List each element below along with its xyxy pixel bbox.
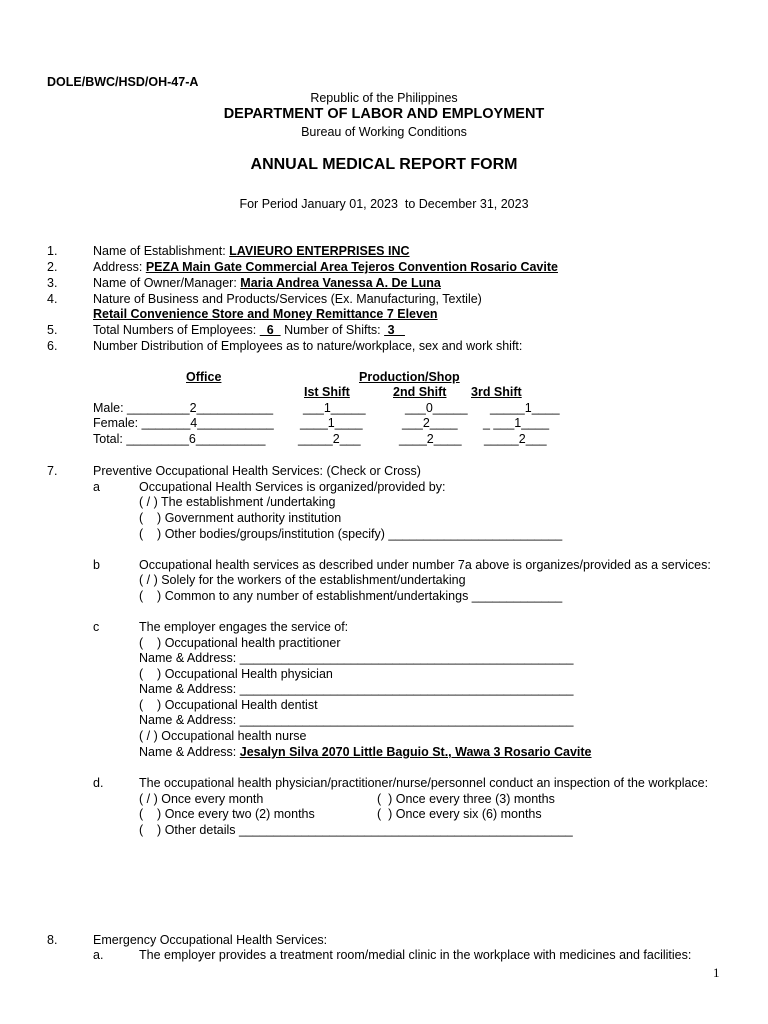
shifts-label: Number of Shifts: <box>284 323 385 337</box>
section7a-option2: ( ) Government authority institution <box>139 511 342 525</box>
employees-line <box>93 323 405 338</box>
total-shift2: ____2____ <box>399 432 462 446</box>
owner-value: Maria Andrea Vanessa A. De Luna <box>240 276 441 290</box>
employees-label: Total Numbers of Employees: <box>93 323 260 337</box>
section7c-address1: Name & Address: ________________________________________________ <box>139 651 574 665</box>
item-number-4: 4. <box>47 292 58 306</box>
female-shift3: _ ___1____ <box>483 416 550 430</box>
item-number-5: 5. <box>47 323 58 337</box>
section7d-letter: d. <box>93 776 104 790</box>
address-value: PEZA Main Gate Commercial Area Tejeros Convention Rosario Cavite <box>145 260 558 274</box>
female-label: Female: <box>93 416 142 430</box>
department-name: DEPARTMENT OF LABOR AND EMPLOYMENT <box>223 106 545 122</box>
section7c-option4: ( / ) Occupational health nurse <box>139 729 307 743</box>
section7c-option2: ( ) Occupational Health physician <box>139 667 333 681</box>
male-shift2: ___0_____ <box>405 401 468 415</box>
section7c-option3: ( ) Occupational Health dentist <box>139 698 318 712</box>
nurse-name-address: Jesalyn Silva 2070 Little Baguio St., Wawa 3 Rosario Cavite <box>239 745 592 759</box>
shifts-value: 3 <box>384 323 405 337</box>
male-row <box>93 401 273 416</box>
female-shift2: ___2____ <box>402 416 458 430</box>
item-number-6: 6. <box>47 339 58 353</box>
male-label: Male: <box>93 401 128 415</box>
section8-title: Emergency Occupational Health Services: <box>93 933 328 947</box>
section7c-address4 <box>139 745 592 760</box>
section7a-option1: ( / ) The establishment /undertaking <box>139 495 336 509</box>
section7c-letter: c <box>93 620 100 634</box>
section7b-letter: b <box>93 558 100 572</box>
republic-line: Republic of the Philippines <box>310 91 458 105</box>
male-office: _________2___________ <box>127 401 274 415</box>
nature-value: Retail Convenience Store and Money Remittance 7 Eleven <box>93 307 438 321</box>
page-number: 1 <box>713 965 720 980</box>
section7b-question: Occupational health services as described under number 7a above is organizes/provided as a services: <box>139 558 711 572</box>
item-number-8: 8. <box>47 933 58 947</box>
section7c-option1: ( ) Occupational health practitioner <box>139 636 341 650</box>
section7a-option3: ( ) Other bodies/groups/institution (specify) _________________________ <box>139 527 563 541</box>
owner-line <box>93 276 441 291</box>
female-shift1: ____1____ <box>300 416 363 430</box>
establishment-value: LAVIEURO ENTERPRISES INC <box>229 244 410 258</box>
shift3-header: 3rd Shift <box>471 385 522 399</box>
item-number-1: 1. <box>47 244 58 258</box>
section7c-address2: Name & Address: ________________________________________________ <box>139 682 574 696</box>
form-code: DOLE/BWC/HSD/OH-47-A <box>47 75 199 89</box>
item-number-3: 3. <box>47 276 58 290</box>
address4-label: Name & Address: <box>139 745 240 759</box>
total-shift3: _____2___ <box>484 432 547 446</box>
section7d-question: The occupational health physician/practitioner/nurse/personnel conduct an inspection of the workplace: <box>139 776 709 790</box>
total-label: Total: <box>93 432 127 446</box>
male-shift1: ___1_____ <box>303 401 366 415</box>
office-header: Office <box>186 370 222 384</box>
section7-title: Preventive Occupational Health Services: (Check or Cross) <box>93 464 421 478</box>
item-number-7: 7. <box>47 464 58 478</box>
section8a-letter: a. <box>93 948 104 962</box>
section7d-option4: ( ) Once every six (6) months <box>377 807 542 821</box>
total-office: _________6__________ <box>126 432 266 446</box>
female-office: _______4___________ <box>141 416 274 430</box>
establishment-label: Name of Establishment: <box>93 244 230 258</box>
section7d-option5: ( ) Other details ________________________________________________ <box>139 823 573 837</box>
section8a-text: The employer provides a treatment room/medial clinic in the workplace with medicines and facilities: <box>139 948 692 962</box>
report-period: For Period January 01, 2023 to December 31, 2023 <box>239 197 529 211</box>
establishment-line <box>93 244 410 259</box>
address-label: Address: <box>93 260 146 274</box>
section7d-option1: ( / ) Once every month <box>139 792 264 806</box>
female-row <box>93 416 274 431</box>
bureau-name: Bureau of Working Conditions <box>301 125 467 139</box>
nature-label: Nature of Business and Products/Services (Ex. Manufacturing, Textile) <box>93 292 482 306</box>
section7c-question: The employer engages the service of: <box>139 620 349 634</box>
shift1-header: Ist Shift <box>304 385 350 399</box>
section7a-letter: a <box>93 480 100 494</box>
production-header: Production/Shop <box>359 370 460 384</box>
section7a-question: Occupational Health Services is organized/provided by: <box>139 480 446 494</box>
owner-label: Name of Owner/Manager: <box>93 276 241 290</box>
total-row <box>93 432 265 447</box>
section7d-option2: ( ) Once every three (3) months <box>377 792 555 806</box>
shift2-header: 2nd Shift <box>393 385 447 399</box>
section7c-address3: Name & Address: ________________________________________________ <box>139 713 574 727</box>
total-shift1: _____2___ <box>298 432 361 446</box>
section7b-option1: ( / ) Solely for the workers of the establishment/undertaking <box>139 573 466 587</box>
male-shift3: _____1____ <box>490 401 560 415</box>
item-number-2: 2. <box>47 260 58 274</box>
address-line <box>93 260 558 275</box>
form-title: ANNUAL MEDICAL REPORT FORM <box>250 156 518 173</box>
distribution-label: Number Distribution of Employees as to nature/workplace, sex and work shift: <box>93 339 523 353</box>
employees-value: 6 <box>259 323 281 337</box>
section7d-option3: ( ) Once every two (2) months <box>139 807 315 821</box>
section7b-option2: ( ) Common to any number of establishment/undertakings _____________ <box>139 589 563 603</box>
